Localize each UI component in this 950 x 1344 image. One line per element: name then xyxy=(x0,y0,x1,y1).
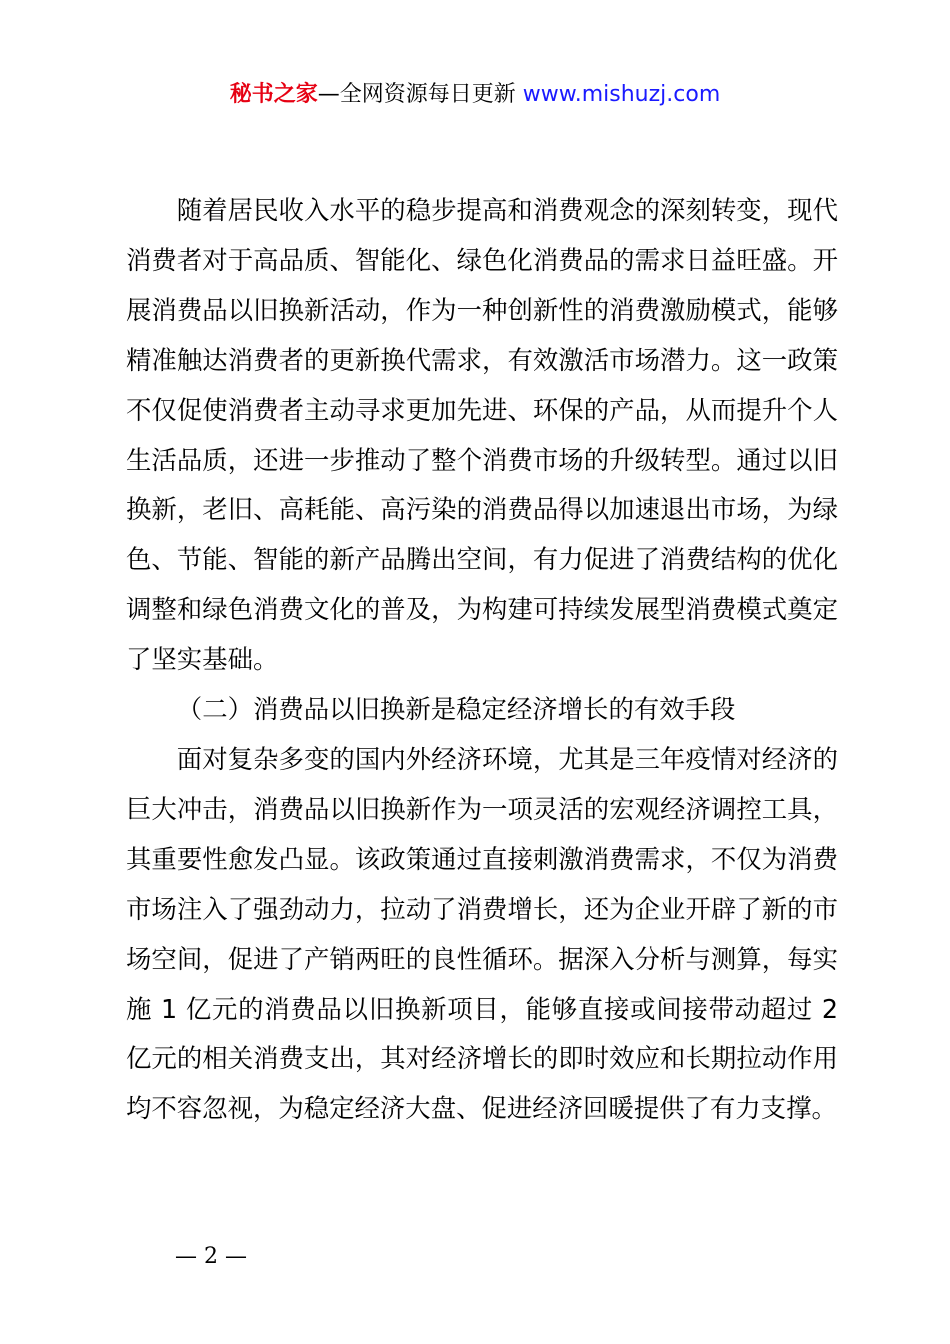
paragraph-economic-growth: 面对复杂多变的国内外经济环境，尤其是三年疫情对经济的巨大冲击，消费品以旧换新作为一项灵活的宏观经济调控工具，其重要性愈发凸显。该政策通过直接刺激消费需求，不仅为消费市场注入了强劲动力，拉动了消费增长，还为企业开辟了新的市场空间，促进了产销两旺的良性循环。据深入分析与测算，每实施 1 亿元的消费品以旧换新项目，能够直接或间接带动超过 2 亿元的相关消费支出，其对经济增长的即时效应和长期拉动作用均不容忽视，为稳定经济大盘、促进经济回暖提供了有力支撑。 xyxy=(126,743,838,1124)
header-tagline: —全网资源每日更新 xyxy=(317,82,516,107)
section-heading-economic-growth: （二）消费品以旧换新是稳定经济增长的有效手段 xyxy=(176,694,736,725)
site-header xyxy=(0,78,950,112)
paragraph-consumer-upgrade: 随着居民收入水平的稳步提高和消费观念的深刻转变，现代消费者对于高品质、智能化、绿色化消费品的需求日益旺盛。开展消费品以旧换新活动，作为一种创新性的消费激励模式，能够精准触达消费者的更新换代需求，有效激活市场潜力。这一政策不仅促使消费者主动寻求更加先进、环保的产品，从而提升个人生活品质，还进一步推动了整个消费市场的升级转型。通过以旧换新，老旧、高耗能、高污染的消费品得以加速退出市场，为绿色、节能、智能的新产品腾出空间，有力促进了消费结构的优化调整和绿色消费文化的普及，为构建可持续发展型消费模式奠定了坚实基础。 xyxy=(126,195,838,675)
page-number: — 2 — xyxy=(175,1244,247,1269)
brand-name: 秘书之家 xyxy=(229,82,318,107)
site-url-link[interactable]: www.mishuzj.com xyxy=(522,82,721,107)
document-body xyxy=(126,186,838,1134)
